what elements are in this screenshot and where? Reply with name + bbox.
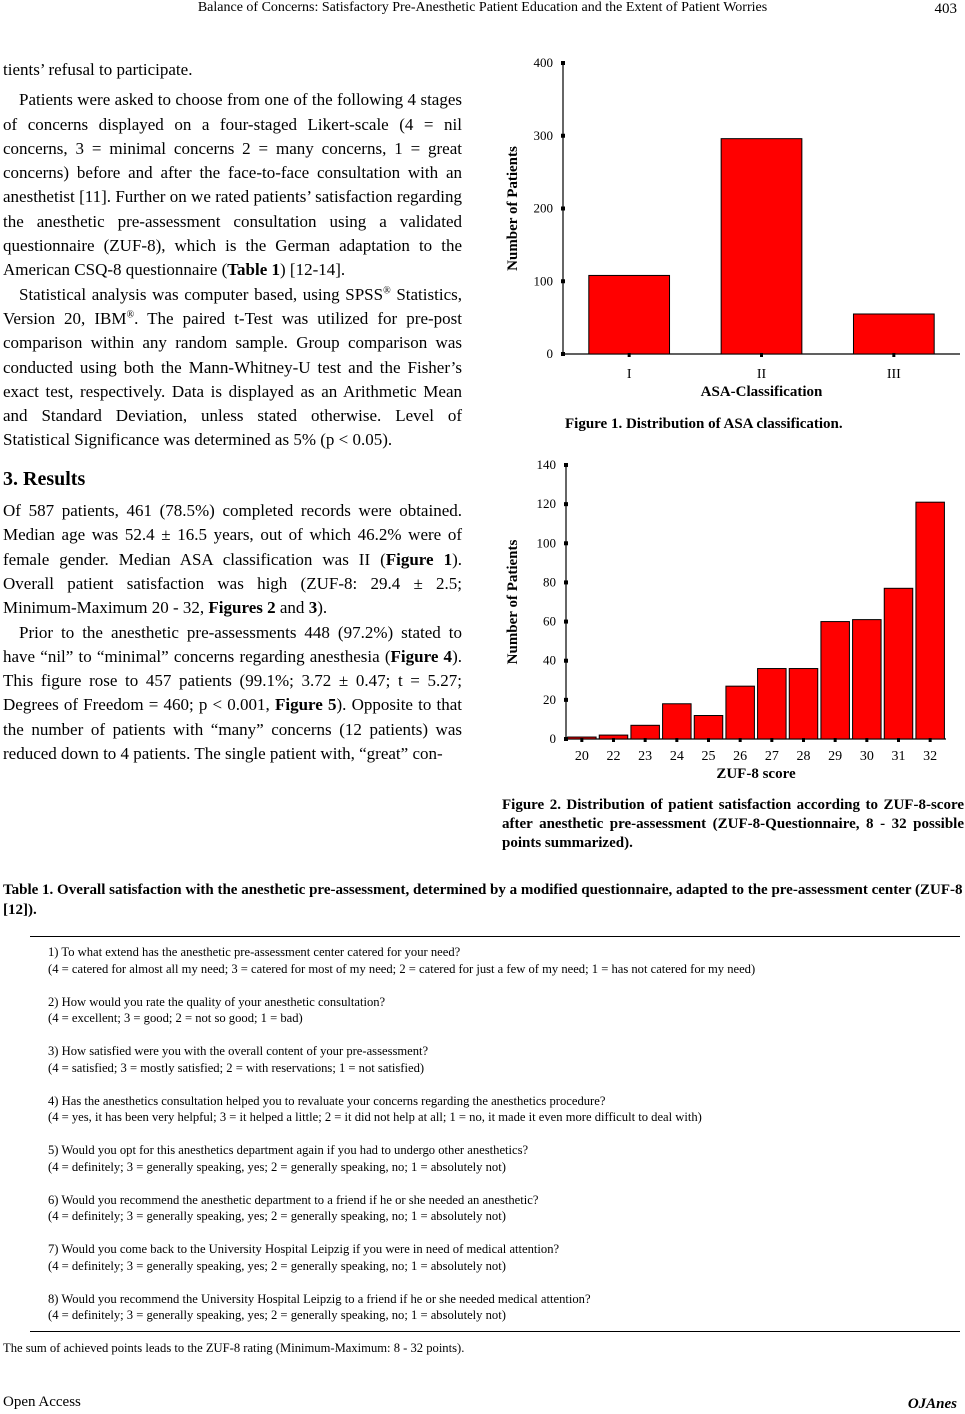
x-tick-label: 20 <box>574 749 589 764</box>
table-row <box>48 944 958 977</box>
x-tick-mark <box>892 353 895 357</box>
bar <box>916 502 945 739</box>
x-tick-label: 28 <box>796 749 811 764</box>
x-tick-label: 30 <box>859 749 874 764</box>
bar <box>789 669 818 739</box>
running-header-title: Balance of Concerns: Satisfactory Pre-Anesthetic Patient Education and the Extent of Patient Worries <box>197 0 768 15</box>
table-answer-scale: (4 = definitely; 3 = generally speaking, yes; 2 = generally speaking, no; 1 = absolutely not) <box>48 1209 506 1223</box>
x-axis-label: ASA-Classification <box>700 384 823 400</box>
y-tick-label: 40 <box>543 652 556 668</box>
x-tick-label: 32 <box>923 749 938 764</box>
y-tick-mark <box>561 134 565 138</box>
y-tick-mark <box>564 580 568 584</box>
x-tick-label: 26 <box>733 749 748 764</box>
table-bottom-rule <box>30 1331 960 1332</box>
y-tick-label: 200 <box>533 200 553 216</box>
x-tick-mark <box>834 738 837 742</box>
y-tick-mark <box>564 463 568 467</box>
x-tick-mark <box>628 353 631 357</box>
figure-4-reference: Figure 4 <box>390 646 453 666</box>
x-tick-mark <box>802 738 805 742</box>
x-tick-label: 29 <box>828 749 843 764</box>
y-tick-label: 0 <box>549 731 556 746</box>
x-tick-label: III <box>886 367 901 382</box>
table-question: 2) How would you rate the quality of your anesthetic consultation? <box>48 994 386 1009</box>
y-tick-mark <box>561 279 565 283</box>
bar <box>721 139 802 354</box>
footer-open-access: Open Access <box>3 1394 81 1410</box>
bar <box>821 622 850 739</box>
y-tick-label: 300 <box>533 127 553 143</box>
bar <box>853 314 934 354</box>
paragraph-statistics: Statistical analysis was computer based, using SPSS® Statistics, Version 20, IBM®. The paired t-Test was utilized for pre-post comparison within any random sample. Group comparison was conducted using both the Mann-Whitney-U test and the Fisher’s exact test, respectively. Data is displayed as an Arithmetic Mean and Standard Deviation, unless stated otherwise. Level of Statistical Significance was determined as 5% (p < 0.05). <box>3 284 462 450</box>
table-question: 1) To what extend has the anesthetic pre-assessment center catered for your need? <box>48 945 461 959</box>
bar <box>589 275 670 354</box>
y-tick-mark <box>561 207 565 211</box>
y-tick-label: 100 <box>536 535 556 551</box>
figure-2-zuf8-bar-chart <box>490 455 965 785</box>
table-row <box>48 1241 958 1274</box>
section-heading-results: 3. Results <box>3 467 86 490</box>
table-row <box>48 1142 958 1175</box>
figure-1-caption: Figure 1. Distribution of ASA classification. <box>565 416 843 432</box>
bar <box>726 686 755 739</box>
bar <box>853 620 882 739</box>
table-question: 8) Would you recommend the University Hospital Leipzig to a friend if he or she needed medical attention? <box>48 1291 591 1306</box>
x-tick-label: 22 <box>606 749 621 764</box>
x-tick-mark <box>865 738 868 742</box>
table-answer-scale: (4 = definitely; 3 = generally speaking, yes; 2 = generally speaking, no; 1 = absolutely not) <box>48 1159 506 1174</box>
table-answer-scale: (4 = satisfied; 3 = mostly satisfied; 2 = with reservations; 1 = not satisfied) <box>48 1060 425 1075</box>
y-tick-label: 400 <box>533 55 553 70</box>
x-tick-mark <box>675 738 678 742</box>
figure-2-reference: Figures 2 <box>208 598 276 618</box>
table-1-reference: Table 1 <box>227 260 281 280</box>
bar <box>631 725 660 739</box>
figure-3-reference: 3 <box>308 598 318 618</box>
table-top-rule <box>30 936 960 937</box>
table-question: 7) Would you come back to the University Hospital Leipzig if you were in need of medical attention? <box>48 1242 560 1256</box>
y-axis-label: Number of Patients <box>505 539 521 665</box>
x-tick-mark <box>580 738 583 742</box>
table-answer-scale: (4 = catered for almost all my need; 3 = catered for most of my need; 2 = catered for just a few of my need; 1 = has not catered for my need) <box>48 961 756 976</box>
x-tick-label: 24 <box>669 749 684 764</box>
figure-2-caption: Figure 2. Distribution of patient satisfaction according to ZUF-8-score after anesthetic pre-assessment (ZUF-8-Questionnaire, 8 - 32 possible points summarized). <box>502 797 964 851</box>
bar <box>884 588 913 739</box>
figure-5-reference: Figure 5 <box>274 695 337 715</box>
figure-1-asa-bar-chart <box>490 50 965 410</box>
table-1-body <box>48 944 958 1340</box>
y-tick-label: 0 <box>546 346 553 361</box>
x-tick-mark <box>929 738 932 742</box>
y-tick-mark <box>564 659 568 663</box>
page-number: 403 <box>934 1 957 17</box>
bar <box>694 716 723 739</box>
x-tick-label: 23 <box>638 749 653 764</box>
table-row <box>48 994 958 1027</box>
x-tick-label: I <box>626 367 632 382</box>
table-1-footnote: The sum of achieved points leads to the ZUF-8 rating (Minimum-Maximum: 8 - 32 points). <box>3 1341 465 1355</box>
y-tick-label: 140 <box>536 457 556 472</box>
x-tick-mark <box>897 738 900 742</box>
table-row <box>48 1291 958 1324</box>
x-tick-label: II <box>756 367 767 382</box>
y-tick-label: 100 <box>533 273 553 289</box>
y-tick-mark <box>564 502 568 506</box>
y-axis-label: Number of Patients <box>505 146 521 271</box>
table-1-caption: Table 1. Overall satisfaction with the anesthetic pre-assessment, determined by a modified questionnaire, adapted to the pre-assessment center (ZUF-8 [12]). <box>3 882 963 918</box>
table-question: 5) Would you opt for this anesthetics department again if you had to undergo other anesthetics? <box>48 1143 529 1157</box>
table-question: 4) Has the anesthetics consultation helped you to revaluate your concerns regarding the anesthetics procedure? <box>48 1093 606 1108</box>
paragraph-results-2: Prior to the anesthetic pre-assessments 448 (97.2%) stated to have “nil” to “minimal” concerns regarding anesthesia (Figure 4). This figure rose to 457 patients (99.1%; 3.72 ± 0.47; t = 5.27; Degrees of Freedom = 460; p < 0.001, Figure 5). Opposite to that the number of patients with “many” concerns (12 patients) was reduced down to 4 patients. The single patient with, “great” con- <box>3 622 462 764</box>
x-tick-mark <box>760 353 763 357</box>
bar <box>663 704 692 739</box>
y-tick-mark <box>561 61 565 65</box>
y-tick-mark <box>564 620 568 624</box>
paragraph-methods-likert: Patients were asked to choose from one of the following 4 stages of concerns displayed on a four-staged Likert-scale (4 = nil concerns, 3 = minimal concerns 2 = many concerns, 1 = great concerns) before and after the face-to-face consultation with an anesthetist [11]. Further on we rated patients’ satisfaction regarding the anesthetic pre-assessment consultation using a validated questionnaire (ZUF-8), which is the German adaptation to the American CSQ-8 questionnaire (Table 1) [12-14]. <box>3 90 462 280</box>
y-tick-mark <box>561 352 565 356</box>
x-tick-mark <box>770 738 773 742</box>
y-tick-label: 80 <box>543 574 556 590</box>
table-answer-scale: (4 = excellent; 3 = good; 2 = not so good; 1 = bad) <box>48 1011 303 1025</box>
x-tick-mark <box>612 738 615 742</box>
y-tick-label: 60 <box>543 613 556 629</box>
x-tick-label: 25 <box>701 749 716 764</box>
x-tick-mark <box>644 738 647 742</box>
paragraph-results-1: Of 587 patients, 461 (78.5%) completed records were obtained. Median age was 52.4 ± 16.5 years, out of which 46.2% were of female gender. Median ASA classification was II (Figure 1). Overall patient satisfaction was high (ZUF-8: 29.4 ± 2.5; Minimum-Maximum 20 - 32, Figures 2 and 3). <box>3 501 462 618</box>
bar <box>758 669 787 739</box>
table-answer-scale: (4 = yes, it has been very helpful; 3 = it helped a little; 2 = it did not help at all; 1 = no, it made it even more difficult to deal with) <box>48 1110 702 1124</box>
x-tick-label: 31 <box>891 749 906 764</box>
y-tick-label: 20 <box>543 691 556 707</box>
paragraph-continuation: tients’ refusal to participate. <box>3 60 193 79</box>
y-tick-mark <box>564 541 568 545</box>
y-tick-mark <box>564 698 568 702</box>
x-tick-mark <box>707 738 710 742</box>
y-tick-label: 120 <box>536 496 556 512</box>
x-tick-label: 27 <box>764 749 779 764</box>
table-question: 6) Would you recommend the anesthetic department to a friend if he or she needed an anesthetic? <box>48 1192 539 1207</box>
table-question: 3) How satisfied were you with the overall content of your pre-assessment? <box>48 1044 429 1058</box>
table-row <box>48 1043 958 1076</box>
table-row <box>48 1093 958 1126</box>
table-row <box>48 1192 958 1225</box>
table-answer-scale: (4 = definitely; 3 = generally speaking, yes; 2 = generally speaking, no; 1 = absolutely not) <box>48 1258 506 1273</box>
footer-journal-name: OJAnes <box>907 1396 957 1412</box>
x-axis-label: ZUF-8 score <box>716 766 796 782</box>
figure-1-reference: Figure 1 <box>385 549 453 569</box>
table-answer-scale: (4 = definitely; 3 = generally speaking, yes; 2 = generally speaking, no; 1 = absolutely not) <box>48 1308 506 1322</box>
x-tick-mark <box>739 738 742 742</box>
left-column-text <box>3 58 462 766</box>
